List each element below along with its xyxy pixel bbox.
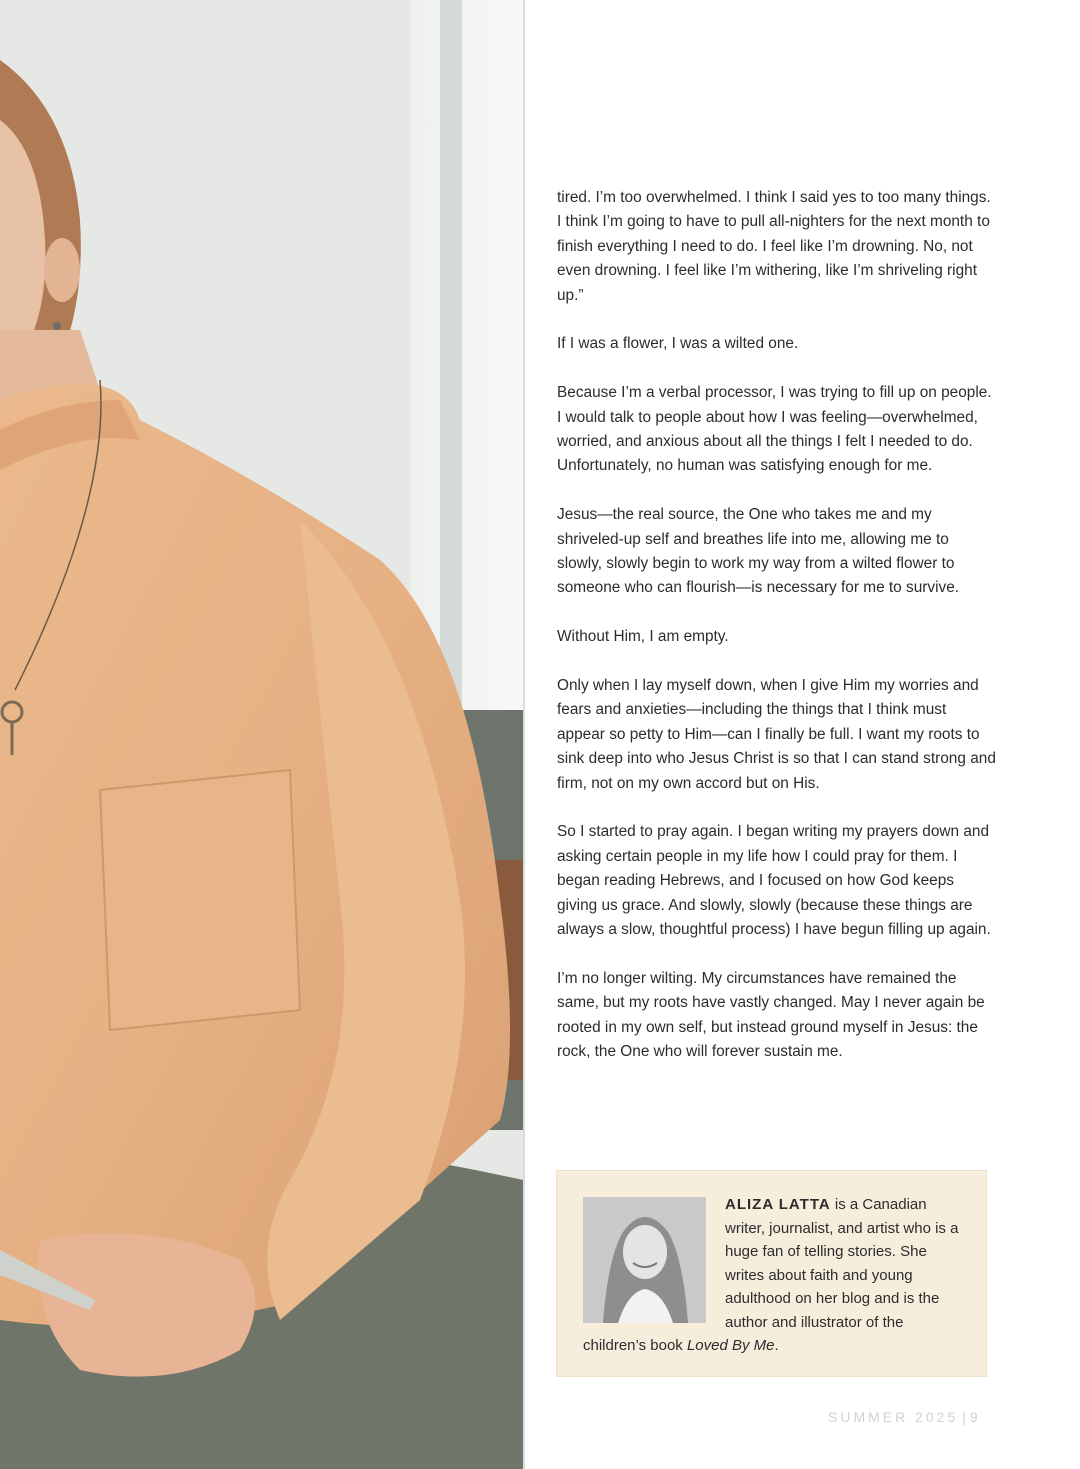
author-bio-end: . — [774, 1337, 779, 1354]
author-bio-text — [583, 1193, 963, 1358]
author-bio-description: is a Canadian writer, journalist, and artist who is a huge fan of telling stories. She writes about faith and young adulthood on her blog and is the author and illustrator of the children’s book — [583, 1196, 959, 1354]
footer-separator: | — [962, 1409, 966, 1425]
article-paragraph: If I was a flower, I was a wilted one. — [557, 335, 799, 353]
article-paragraph: Without Him, I am empty. — [557, 628, 729, 646]
article-paragraph: Only when I lay myself down, when I give Him my worries and fears and anxieties—including the things that I think must appear so petty to Him—can I finally be full. I want my roots to sink deep into who Jesus Christ is so that I can stand strong and firm, not on my own accord but on His. — [557, 677, 996, 792]
author-name: ALIZA LATTA — [725, 1196, 831, 1213]
issue-label: SUMMER 2025 — [828, 1409, 959, 1425]
page-footer — [828, 1409, 981, 1425]
article-body — [557, 186, 997, 1089]
page-number: 9 — [969, 1409, 981, 1425]
article-paragraph: tired. I’m too overwhelmed. I think I said yes to too many things. I think I’m going to have to pull all-nighters for the next month to finish everything I need to do. I feel like I’m drowning. No, not even drowning. I feel like I’m withering, like I’m shriveling right up.” — [557, 189, 991, 304]
article-paragraph: Because I’m a verbal processor, I was trying to fill up on people. I would talk to people about how I was feeling—overwhelmed, worried, and anxious about all the things I felt I needed to do. Unfortunately, no human was satisfying enough for me. — [557, 384, 992, 475]
article-paragraph: I’m no longer wilting. My circumstances have remained the same, but my roots have vastly changed. May I never again be rooted in my own self, but instead ground myself in Jesus: the rock, the One who will forever sustain me. — [557, 969, 985, 1061]
article-photo — [0, 0, 523, 1469]
author-book-title: Loved By Me — [686, 1337, 775, 1354]
author-bio-box — [556, 1170, 987, 1377]
article-paragraph: Jesus—the real source, the One who takes me and my shriveled-up self and breathes life into me, allowing me to slowly, slowly begin to work my way from a wilted flower to someone who can flourish—is necessary for me to survive. — [557, 506, 960, 597]
article-paragraph: So I started to pray again. I began writing my prayers down and asking certain people in my life how I could pray for them. I began reading Hebrews, and I focused on how God keeps giving us grace. And slowly, slowly (because these things are always a slow, thoughtful process) I have begun filling up again. — [557, 823, 991, 939]
photo-divider — [523, 0, 525, 1469]
